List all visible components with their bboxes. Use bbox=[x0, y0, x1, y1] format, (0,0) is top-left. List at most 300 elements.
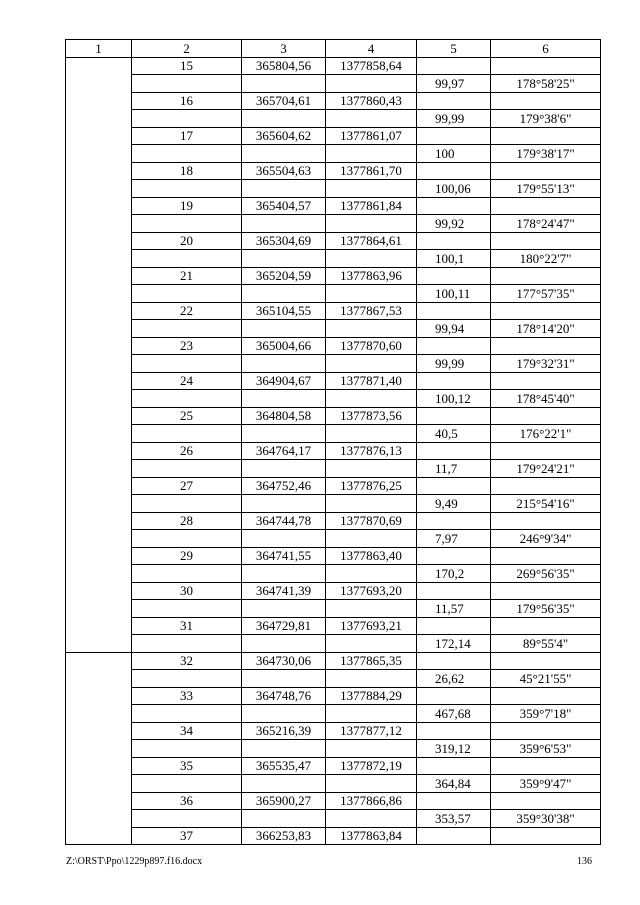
header-cell-6: 6 bbox=[491, 40, 601, 58]
table-cell-col-4: 1377860,43 bbox=[326, 92, 417, 110]
table-cell-col-5: 172,14 bbox=[417, 635, 491, 653]
table-cell-col-1 bbox=[66, 687, 132, 705]
table-cell-col-1 bbox=[66, 75, 132, 93]
table-cell-col-6: 179°56'35" bbox=[491, 600, 601, 618]
table-cell-col-5 bbox=[417, 162, 491, 180]
table-cell-col-2 bbox=[132, 110, 242, 128]
table-cell-col-5: 11,57 bbox=[417, 600, 491, 618]
table-cell-col-3: 365900,27 bbox=[242, 792, 326, 810]
table-cell-col-4: 1377861,07 bbox=[326, 127, 417, 145]
table-cell-col-5: 170,2 bbox=[417, 565, 491, 583]
table-cell-col-4: 1377693,20 bbox=[326, 582, 417, 600]
table-cell-col-5: 100 bbox=[417, 145, 491, 163]
table-cell-col-1 bbox=[66, 390, 132, 408]
table-row bbox=[66, 600, 601, 618]
table-cell-col-4: 1377866,86 bbox=[326, 792, 417, 810]
header-row bbox=[66, 40, 601, 58]
table-cell-col-1 bbox=[66, 740, 132, 758]
table-cell-col-3: 365216,39 bbox=[242, 722, 326, 740]
table-cell-col-1 bbox=[66, 705, 132, 723]
table-cell-col-4 bbox=[326, 145, 417, 163]
table-cell-col-3 bbox=[242, 145, 326, 163]
table-row bbox=[66, 425, 601, 443]
table-cell-col-3: 364741,39 bbox=[242, 582, 326, 600]
table-cell-col-5: 319,12 bbox=[417, 740, 491, 758]
table-cell-col-5 bbox=[417, 442, 491, 460]
header-cell-4: 4 bbox=[326, 40, 417, 58]
table-cell-col-3: 365204,59 bbox=[242, 267, 326, 285]
table-cell-col-3: 365004,66 bbox=[242, 337, 326, 355]
table-cell-col-3: 365504,63 bbox=[242, 162, 326, 180]
table-cell-col-6: 179°24'21" bbox=[491, 460, 601, 478]
table-cell-col-3 bbox=[242, 460, 326, 478]
table-cell-col-1 bbox=[66, 477, 132, 495]
table-cell-col-4 bbox=[326, 635, 417, 653]
table-cell-col-1 bbox=[66, 810, 132, 828]
coordinates-table-body bbox=[66, 40, 601, 845]
table-row bbox=[66, 740, 601, 758]
table-cell-col-4 bbox=[326, 740, 417, 758]
table-cell-col-1 bbox=[66, 267, 132, 285]
table-cell-col-4: 1377861,70 bbox=[326, 162, 417, 180]
table-cell-col-5: 40,5 bbox=[417, 425, 491, 443]
table-cell-col-2: 17 bbox=[132, 127, 242, 145]
table-row bbox=[66, 460, 601, 478]
table-cell-col-4: 1377867,53 bbox=[326, 302, 417, 320]
table-cell-col-6 bbox=[491, 792, 601, 810]
table-cell-col-3: 365104,55 bbox=[242, 302, 326, 320]
table-cell-col-6: 89°55'4" bbox=[491, 635, 601, 653]
table-cell-col-3: 364730,06 bbox=[242, 652, 326, 670]
table-cell-col-5 bbox=[417, 757, 491, 775]
table-cell-col-2 bbox=[132, 670, 242, 688]
table-cell-col-6 bbox=[491, 687, 601, 705]
table-cell-col-6 bbox=[491, 197, 601, 215]
table-cell-col-5 bbox=[417, 407, 491, 425]
table-cell-col-4 bbox=[326, 705, 417, 723]
table-cell-col-4: 1377884,29 bbox=[326, 687, 417, 705]
table-cell-col-4: 1377865,35 bbox=[326, 652, 417, 670]
table-cell-col-5 bbox=[417, 687, 491, 705]
table-cell-col-1 bbox=[66, 512, 132, 530]
table-cell-col-6: 180°22'7" bbox=[491, 250, 601, 268]
table-cell-col-4: 1377872,19 bbox=[326, 757, 417, 775]
table-cell-col-5: 11,7 bbox=[417, 460, 491, 478]
table-row bbox=[66, 180, 601, 198]
table-cell-col-2 bbox=[132, 705, 242, 723]
table-cell-col-2 bbox=[132, 425, 242, 443]
table-cell-col-4: 1377870,60 bbox=[326, 337, 417, 355]
table-cell-col-2: 35 bbox=[132, 757, 242, 775]
table-row bbox=[66, 372, 601, 390]
header-cell-5: 5 bbox=[417, 40, 491, 58]
table-cell-col-3 bbox=[242, 635, 326, 653]
table-row bbox=[66, 407, 601, 425]
table-cell-col-6: 215°54'16" bbox=[491, 495, 601, 513]
table-cell-col-5 bbox=[417, 512, 491, 530]
table-row bbox=[66, 530, 601, 548]
table-row bbox=[66, 75, 601, 93]
table-cell-col-5: 353,57 bbox=[417, 810, 491, 828]
table-cell-col-1 bbox=[66, 635, 132, 653]
table-cell-col-4: 1377863,96 bbox=[326, 267, 417, 285]
table-cell-col-1 bbox=[66, 337, 132, 355]
table-cell-col-6 bbox=[491, 827, 601, 845]
table-cell-col-1 bbox=[66, 495, 132, 513]
table-cell-col-1 bbox=[66, 110, 132, 128]
table-cell-col-6: 179°55'13" bbox=[491, 180, 601, 198]
table-cell-col-6: 359°6'53" bbox=[491, 740, 601, 758]
table-cell-col-2 bbox=[132, 600, 242, 618]
table-row bbox=[66, 670, 601, 688]
table-cell-col-3 bbox=[242, 530, 326, 548]
table-cell-col-5 bbox=[417, 127, 491, 145]
table-cell-col-2: 36 bbox=[132, 792, 242, 810]
table-cell-col-4 bbox=[326, 565, 417, 583]
table-cell-col-6 bbox=[491, 722, 601, 740]
header-cell-2: 2 bbox=[132, 40, 242, 58]
table-cell-col-5 bbox=[417, 57, 491, 75]
table-cell-col-2: 34 bbox=[132, 722, 242, 740]
table-cell-col-6 bbox=[491, 337, 601, 355]
table-cell-col-6: 246°9'34" bbox=[491, 530, 601, 548]
table-cell-col-4: 1377863,84 bbox=[326, 827, 417, 845]
table-cell-col-6: 178°14'20" bbox=[491, 320, 601, 338]
table-cell-col-1 bbox=[66, 670, 132, 688]
table-cell-col-6 bbox=[491, 232, 601, 250]
table-cell-col-3: 365604,62 bbox=[242, 127, 326, 145]
table-cell-col-3 bbox=[242, 110, 326, 128]
table-cell-col-3: 365304,69 bbox=[242, 232, 326, 250]
table-cell-col-2 bbox=[132, 740, 242, 758]
table-cell-col-5: 99,92 bbox=[417, 215, 491, 233]
table-cell-col-1 bbox=[66, 57, 132, 75]
table-cell-col-5 bbox=[417, 617, 491, 635]
table-cell-col-3 bbox=[242, 495, 326, 513]
table-cell-col-3: 364741,55 bbox=[242, 547, 326, 565]
table-cell-col-3 bbox=[242, 705, 326, 723]
table-cell-col-1 bbox=[66, 197, 132, 215]
table-cell-col-1 bbox=[66, 162, 132, 180]
table-cell-col-5: 467,68 bbox=[417, 705, 491, 723]
table-cell-col-2 bbox=[132, 775, 242, 793]
table-cell-col-6 bbox=[491, 372, 601, 390]
table-cell-col-4: 1377861,84 bbox=[326, 197, 417, 215]
table-cell-col-2: 21 bbox=[132, 267, 242, 285]
table-cell-col-6 bbox=[491, 652, 601, 670]
table-cell-col-4 bbox=[326, 775, 417, 793]
table-cell-col-6: 176°22'1" bbox=[491, 425, 601, 443]
table-cell-col-5: 99,99 bbox=[417, 355, 491, 373]
table-row bbox=[66, 477, 601, 495]
table-cell-col-5 bbox=[417, 547, 491, 565]
table-cell-col-6 bbox=[491, 617, 601, 635]
table-cell-col-1 bbox=[66, 232, 132, 250]
table-row bbox=[66, 792, 601, 810]
table-cell-col-2: 18 bbox=[132, 162, 242, 180]
table-cell-col-1 bbox=[66, 250, 132, 268]
table-cell-col-6 bbox=[491, 162, 601, 180]
table-cell-col-2: 30 bbox=[132, 582, 242, 600]
table-cell-col-1 bbox=[66, 565, 132, 583]
table-row bbox=[66, 810, 601, 828]
table-row bbox=[66, 617, 601, 635]
table-row bbox=[66, 162, 601, 180]
table-cell-col-3 bbox=[242, 320, 326, 338]
table-cell-col-1 bbox=[66, 617, 132, 635]
table-cell-col-4 bbox=[326, 180, 417, 198]
table-cell-col-4: 1377863,40 bbox=[326, 547, 417, 565]
table-cell-col-3: 364748,76 bbox=[242, 687, 326, 705]
table-row bbox=[66, 442, 601, 460]
table-cell-col-5 bbox=[417, 197, 491, 215]
table-cell-col-3: 364752,46 bbox=[242, 477, 326, 495]
table-cell-col-6: 359°7'18" bbox=[491, 705, 601, 723]
table-cell-col-2 bbox=[132, 180, 242, 198]
table-cell-col-2: 31 bbox=[132, 617, 242, 635]
header-cell-3: 3 bbox=[242, 40, 326, 58]
table-row bbox=[66, 355, 601, 373]
table-row bbox=[66, 267, 601, 285]
table-cell-col-5 bbox=[417, 302, 491, 320]
table-cell-col-4 bbox=[326, 425, 417, 443]
table-row bbox=[66, 757, 601, 775]
table-cell-col-5: 100,1 bbox=[417, 250, 491, 268]
table-cell-col-6: 359°9'47" bbox=[491, 775, 601, 793]
table-cell-col-1 bbox=[66, 302, 132, 320]
table-cell-col-4: 1377858,64 bbox=[326, 57, 417, 75]
table-cell-col-6 bbox=[491, 582, 601, 600]
table-cell-col-2: 23 bbox=[132, 337, 242, 355]
table-row bbox=[66, 547, 601, 565]
table-cell-col-5: 99,97 bbox=[417, 75, 491, 93]
table-cell-col-6: 269°56'35" bbox=[491, 565, 601, 583]
table-cell-col-5 bbox=[417, 337, 491, 355]
table-cell-col-2 bbox=[132, 215, 242, 233]
table-cell-col-2 bbox=[132, 75, 242, 93]
table-cell-col-5: 26,62 bbox=[417, 670, 491, 688]
table-cell-col-2: 27 bbox=[132, 477, 242, 495]
table-cell-col-4 bbox=[326, 600, 417, 618]
table-cell-col-5 bbox=[417, 232, 491, 250]
table-cell-col-4: 1377873,56 bbox=[326, 407, 417, 425]
table-row bbox=[66, 512, 601, 530]
table-row bbox=[66, 215, 601, 233]
table-cell-col-4 bbox=[326, 670, 417, 688]
table-cell-col-3: 364804,58 bbox=[242, 407, 326, 425]
table-cell-col-2 bbox=[132, 565, 242, 583]
table-row bbox=[66, 92, 601, 110]
table-cell-col-2 bbox=[132, 530, 242, 548]
table-cell-col-5 bbox=[417, 827, 491, 845]
table-cell-col-3: 365704,61 bbox=[242, 92, 326, 110]
table-cell-col-3 bbox=[242, 425, 326, 443]
table-cell-col-6: 178°58'25" bbox=[491, 75, 601, 93]
table-cell-col-3 bbox=[242, 215, 326, 233]
table-cell-col-2: 15 bbox=[132, 57, 242, 75]
table-cell-col-6: 179°38'6" bbox=[491, 110, 601, 128]
table-row bbox=[66, 687, 601, 705]
table-cell-col-2 bbox=[132, 145, 242, 163]
table-cell-col-5 bbox=[417, 92, 491, 110]
table-cell-col-3 bbox=[242, 390, 326, 408]
table-cell-col-2: 33 bbox=[132, 687, 242, 705]
table-cell-col-2: 19 bbox=[132, 197, 242, 215]
table-row bbox=[66, 652, 601, 670]
table-cell-col-3 bbox=[242, 565, 326, 583]
table-cell-col-1 bbox=[66, 547, 132, 565]
table-row bbox=[66, 705, 601, 723]
table-row bbox=[66, 827, 601, 845]
table-cell-col-1 bbox=[66, 407, 132, 425]
table-row bbox=[66, 390, 601, 408]
table-cell-col-4 bbox=[326, 530, 417, 548]
table-cell-col-6: 177°57'35" bbox=[491, 285, 601, 303]
table-cell-col-2 bbox=[132, 285, 242, 303]
table-cell-col-3: 365804,56 bbox=[242, 57, 326, 75]
table-cell-col-2: 24 bbox=[132, 372, 242, 390]
table-row bbox=[66, 127, 601, 145]
table-row bbox=[66, 635, 601, 653]
table-row bbox=[66, 57, 601, 75]
table-cell-col-4 bbox=[326, 390, 417, 408]
table-cell-col-2 bbox=[132, 495, 242, 513]
table-cell-col-6 bbox=[491, 547, 601, 565]
table-cell-col-2 bbox=[132, 460, 242, 478]
table-cell-col-2: 25 bbox=[132, 407, 242, 425]
table-cell-col-4 bbox=[326, 355, 417, 373]
table-cell-col-2: 26 bbox=[132, 442, 242, 460]
table-cell-col-5: 100,06 bbox=[417, 180, 491, 198]
table-cell-col-5 bbox=[417, 267, 491, 285]
table-cell-col-4 bbox=[326, 110, 417, 128]
table-cell-col-2: 20 bbox=[132, 232, 242, 250]
table-cell-col-3 bbox=[242, 600, 326, 618]
table-cell-col-1 bbox=[66, 652, 132, 670]
table-cell-col-1 bbox=[66, 792, 132, 810]
table-row bbox=[66, 232, 601, 250]
table-cell-col-3 bbox=[242, 775, 326, 793]
table-cell-col-1 bbox=[66, 215, 132, 233]
table-cell-col-3: 366253,83 bbox=[242, 827, 326, 845]
table-row bbox=[66, 285, 601, 303]
table-cell-col-2: 32 bbox=[132, 652, 242, 670]
table-row bbox=[66, 582, 601, 600]
table-cell-col-1 bbox=[66, 722, 132, 740]
table-cell-col-5: 100,11 bbox=[417, 285, 491, 303]
table-row bbox=[66, 145, 601, 163]
table-cell-col-3 bbox=[242, 670, 326, 688]
table-cell-col-1 bbox=[66, 320, 132, 338]
table-cell-col-2: 29 bbox=[132, 547, 242, 565]
table-row bbox=[66, 197, 601, 215]
table-cell-col-3: 364764,17 bbox=[242, 442, 326, 460]
table-cell-col-1 bbox=[66, 582, 132, 600]
table-cell-col-2: 37 bbox=[132, 827, 242, 845]
table-cell-col-4 bbox=[326, 250, 417, 268]
table-cell-col-4 bbox=[326, 75, 417, 93]
table-cell-col-6: 178°45'40" bbox=[491, 390, 601, 408]
table-cell-col-1 bbox=[66, 827, 132, 845]
table-cell-col-2: 22 bbox=[132, 302, 242, 320]
table-cell-col-1 bbox=[66, 285, 132, 303]
table-cell-col-1 bbox=[66, 460, 132, 478]
table-cell-col-6 bbox=[491, 302, 601, 320]
table-cell-col-5 bbox=[417, 372, 491, 390]
table-cell-col-3: 365535,47 bbox=[242, 757, 326, 775]
coordinates-table bbox=[65, 39, 601, 845]
table-cell-col-5: 100,12 bbox=[417, 390, 491, 408]
table-cell-col-3 bbox=[242, 285, 326, 303]
table-cell-col-4 bbox=[326, 320, 417, 338]
table-cell-col-4 bbox=[326, 285, 417, 303]
table-cell-col-5 bbox=[417, 582, 491, 600]
table-cell-col-2: 16 bbox=[132, 92, 242, 110]
table-cell-col-6 bbox=[491, 92, 601, 110]
table-cell-col-1 bbox=[66, 600, 132, 618]
table-cell-col-3 bbox=[242, 355, 326, 373]
table-cell-col-6 bbox=[491, 757, 601, 775]
table-cell-col-5 bbox=[417, 792, 491, 810]
table-cell-col-2 bbox=[132, 355, 242, 373]
table-cell-col-3 bbox=[242, 180, 326, 198]
document-path: Z:\ORST\Ppo\1229p897.f16.docx bbox=[66, 856, 203, 867]
table-cell-col-5: 99,94 bbox=[417, 320, 491, 338]
table-cell-col-6: 179°38'17" bbox=[491, 145, 601, 163]
table-cell-col-3: 364744,78 bbox=[242, 512, 326, 530]
table-cell-col-1 bbox=[66, 775, 132, 793]
table-row bbox=[66, 337, 601, 355]
table-cell-col-4 bbox=[326, 460, 417, 478]
header-cell-1: 1 bbox=[66, 40, 132, 58]
table-cell-col-4: 1377871,40 bbox=[326, 372, 417, 390]
table-row bbox=[66, 722, 601, 740]
table-cell-col-6: 178°24'47" bbox=[491, 215, 601, 233]
table-cell-col-6: 359°30'38" bbox=[491, 810, 601, 828]
table-cell-col-2 bbox=[132, 390, 242, 408]
table-cell-col-3: 364729,81 bbox=[242, 617, 326, 635]
table-cell-col-1 bbox=[66, 180, 132, 198]
table-cell-col-4: 1377876,13 bbox=[326, 442, 417, 460]
table-row bbox=[66, 565, 601, 583]
table-cell-col-4 bbox=[326, 215, 417, 233]
table-cell-col-5: 9,49 bbox=[417, 495, 491, 513]
table-cell-col-4 bbox=[326, 810, 417, 828]
table-cell-col-4: 1377876,25 bbox=[326, 477, 417, 495]
table-cell-col-4: 1377864,61 bbox=[326, 232, 417, 250]
table-cell-col-6 bbox=[491, 512, 601, 530]
table-row bbox=[66, 110, 601, 128]
table-cell-col-1 bbox=[66, 530, 132, 548]
table-row bbox=[66, 495, 601, 513]
table-cell-col-6 bbox=[491, 57, 601, 75]
table-cell-col-2 bbox=[132, 320, 242, 338]
table-cell-col-2 bbox=[132, 250, 242, 268]
table-row bbox=[66, 320, 601, 338]
table-cell-col-4: 1377693,21 bbox=[326, 617, 417, 635]
table-cell-col-3: 364904,67 bbox=[242, 372, 326, 390]
table-cell-col-3 bbox=[242, 740, 326, 758]
table-cell-col-5 bbox=[417, 652, 491, 670]
table-cell-col-1 bbox=[66, 127, 132, 145]
table-cell-col-3 bbox=[242, 810, 326, 828]
table-cell-col-4 bbox=[326, 495, 417, 513]
table-cell-col-2 bbox=[132, 810, 242, 828]
table-cell-col-1 bbox=[66, 92, 132, 110]
table-cell-col-6 bbox=[491, 127, 601, 145]
table-row bbox=[66, 775, 601, 793]
table-cell-col-5 bbox=[417, 477, 491, 495]
